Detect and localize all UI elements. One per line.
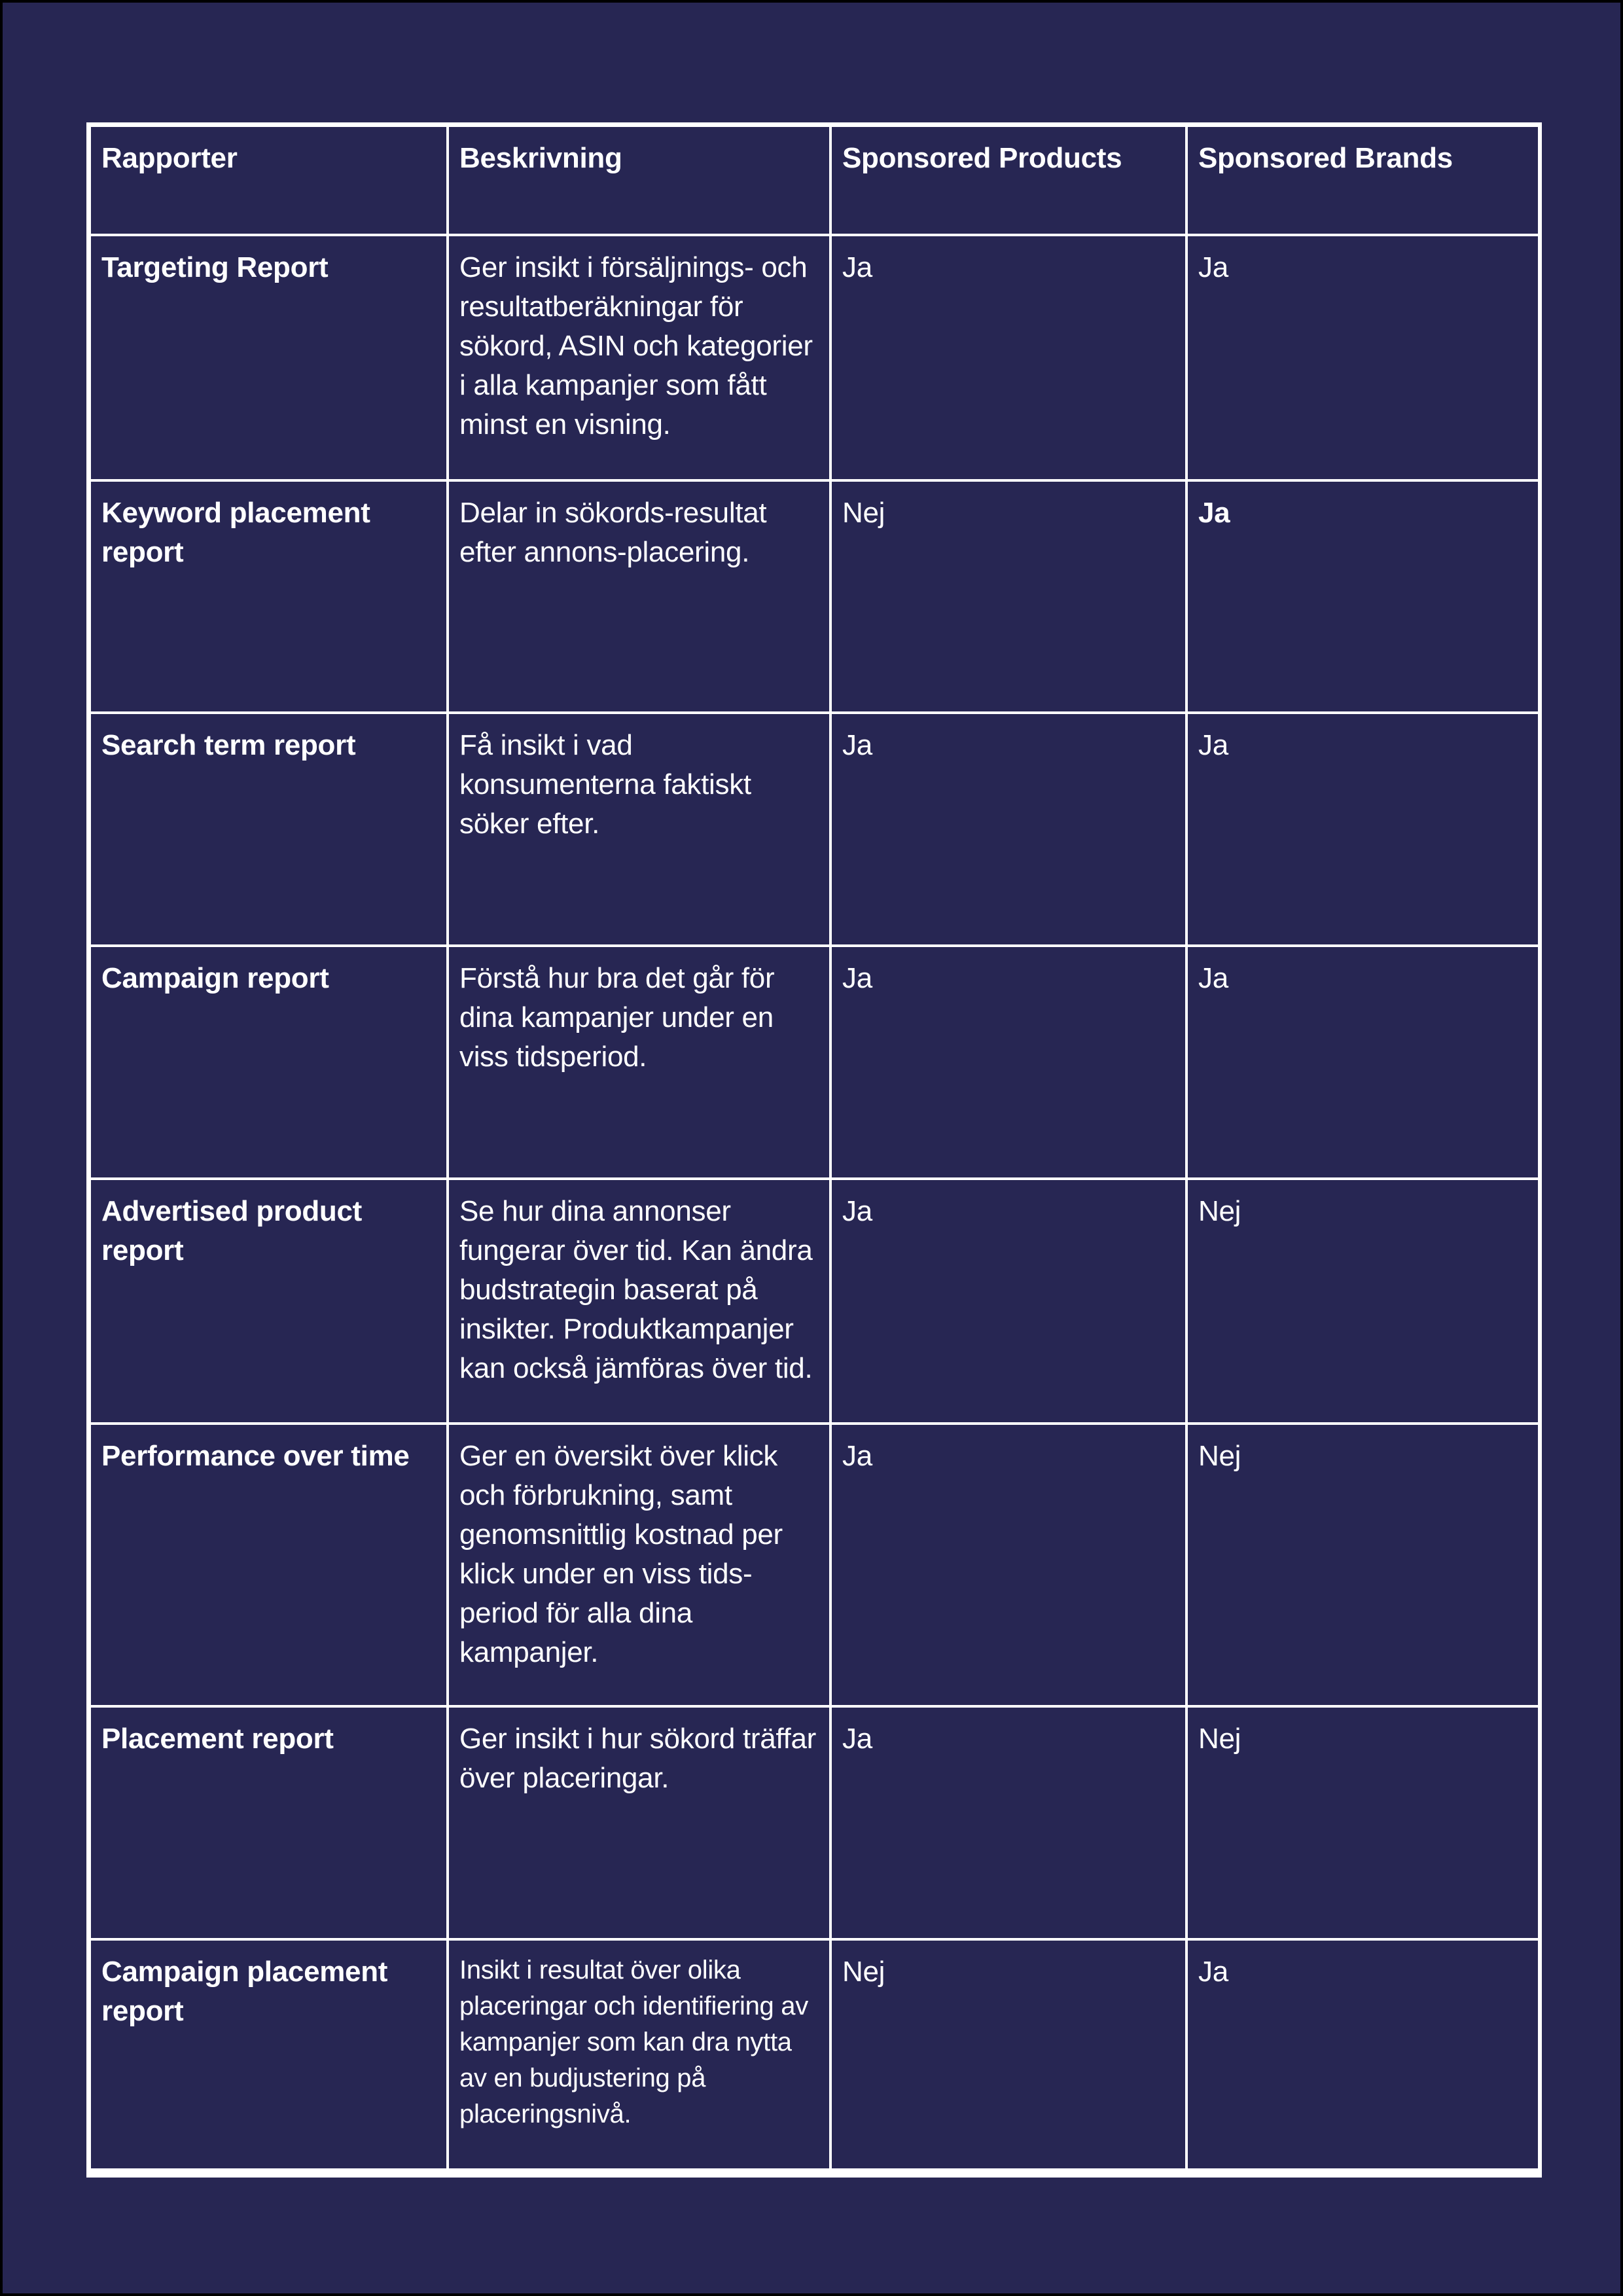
report-description: Ger insikt i försäljnings- och resultatberäkningar för sökord, ASIN och kategorier i alla kampanjer som fått minst en visning. [448,235,830,480]
report-name: Placement report [91,1706,448,1939]
report-name: Targeting Report [91,235,448,480]
sponsored-brands-value: Ja [1186,713,1538,946]
table-row [91,1179,1538,1424]
sponsored-brands-value: Ja [1186,235,1538,480]
reports-table [91,127,1538,2168]
sponsored-products-value: Nej [830,480,1186,713]
sponsored-brands-value: Nej [1186,1424,1538,1706]
sponsored-products-value: Ja [830,235,1186,480]
table-row [91,480,1538,713]
sponsored-brands-value: Ja [1186,480,1538,713]
sponsored-brands-value: Ja [1186,1939,1538,2168]
table-row [91,713,1538,946]
report-name: Advertised product report [91,1179,448,1424]
report-name: Keyword placement report [91,480,448,713]
report-description: Delar in sökords-resultat efter annons-placering. [448,480,830,713]
report-description: Ger insikt i hur sökord träffar över placeringar. [448,1706,830,1939]
page [3,3,1620,2293]
header-sponsored-brands: Sponsored Brands [1186,127,1538,235]
sponsored-brands-value: Nej [1186,1706,1538,1939]
header-reports: Rapporter [91,127,448,235]
report-name: Performance over time [91,1424,448,1706]
table-row [91,235,1538,480]
sponsored-products-value: Ja [830,1424,1186,1706]
report-description: Ger en översikt över klick och förbrukning, samt genomsnittlig kostnad per klick under en viss tids-period för alla dina kampanjer. [448,1424,830,1706]
table-header-row [91,127,1538,235]
header-sponsored-products: Sponsored Products [830,127,1186,235]
header-description: Beskrivning [448,127,830,235]
sponsored-products-value: Ja [830,1179,1186,1424]
sponsored-brands-value: Nej [1186,1179,1538,1424]
table-row [91,946,1538,1179]
report-name: Campaign report [91,946,448,1179]
report-name: Campaign placement report [91,1939,448,2168]
sponsored-products-value: Ja [830,1706,1186,1939]
report-description: Förstå hur bra det går för dina kampanjer under en viss tidsperiod. [448,946,830,1179]
table-row [91,1424,1538,1706]
reports-table-frame [86,122,1542,2178]
sponsored-products-value: Ja [830,946,1186,1179]
report-description: Insikt i resultat över olika placeringar och identifiering av kampanjer som kan dra nytta av en budjustering på placeringsnivå. [448,1939,830,2168]
report-name: Search term report [91,713,448,946]
sponsored-brands-value: Ja [1186,946,1538,1179]
report-description: Se hur dina annonser fungerar över tid. Kan ändra budstrategin baserat på insikter. Produktkampanjer kan också jämföras över tid. [448,1179,830,1424]
sponsored-products-value: Nej [830,1939,1186,2168]
table-row [91,1939,1538,2168]
report-description: Få insikt i vad konsumenterna faktiskt söker efter. [448,713,830,946]
table-row [91,1706,1538,1939]
sponsored-products-value: Ja [830,713,1186,946]
